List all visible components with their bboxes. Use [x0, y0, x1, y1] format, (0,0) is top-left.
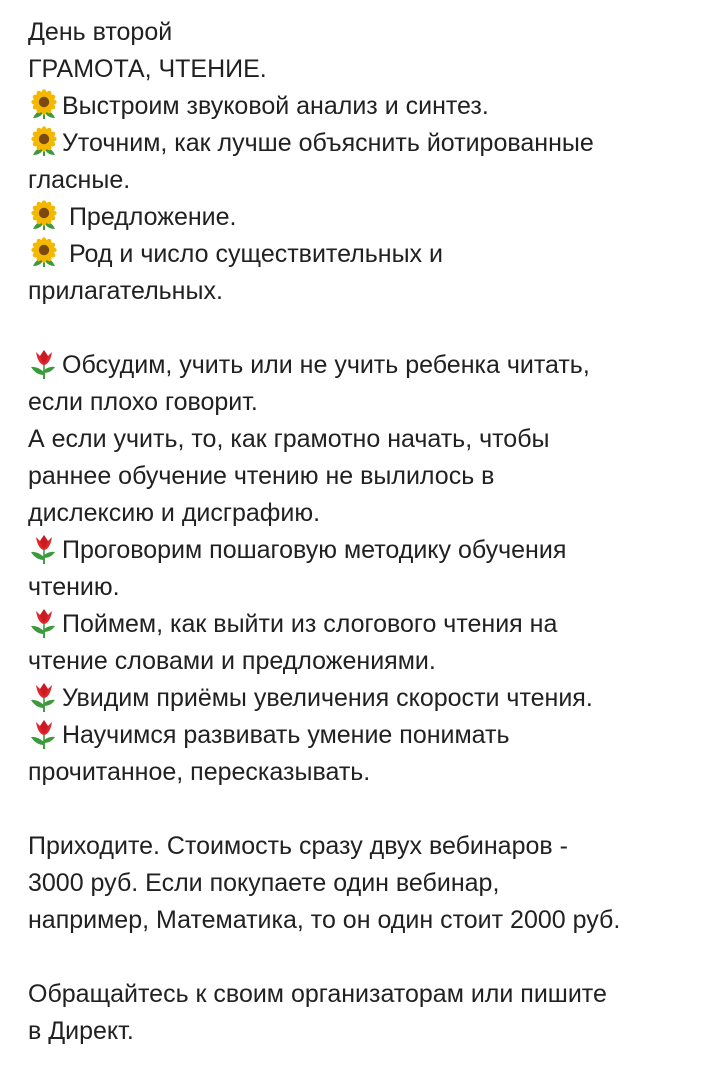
sunflower-icon: [28, 200, 60, 232]
paragraph-gap: [28, 310, 708, 347]
topic-heading: ГРАМОТА, ЧТЕНИЕ.: [28, 55, 267, 83]
post-line: [28, 1013, 708, 1050]
price-text: например, Математика, то он один стоит 2000 руб.: [28, 906, 621, 934]
post-line: Род и число существительных и: [28, 236, 708, 273]
post-line: Выстроим звуковой анализ и синтез.: [28, 88, 708, 125]
paragraph-gap: [28, 939, 708, 976]
sunflower-icon: [28, 237, 60, 269]
post-line: Уточним, как лучше объяснить йотированные: [28, 125, 708, 162]
post-line: Обсудим, учить или не учить ребенка читать,: [28, 347, 708, 384]
post-line: А если учить, то, как грамотно начать, чтобы: [28, 425, 550, 453]
paragraph-gap: [28, 791, 708, 828]
post-line: если плохо говорит.: [28, 388, 258, 416]
contact-text: Обращайтесь к своим организаторам или пишите: [28, 980, 607, 1008]
post-line: гласные.: [28, 166, 131, 194]
post-line: [28, 865, 708, 902]
post-line: [28, 14, 708, 51]
tulip-icon: [28, 718, 60, 750]
post-line: прилагательных.: [28, 277, 223, 305]
sunflower-icon: [28, 89, 60, 121]
price-text: Приходите. Стоимость сразу двух вебинаров -: [28, 832, 568, 860]
post-line: Научимся развивать умение понимать: [28, 717, 708, 754]
post-text: [28, 14, 708, 1050]
post-line: Проговорим пошаговую методику обучения: [28, 532, 708, 569]
tulip-icon: [28, 348, 60, 380]
contact-text: в Директ.: [28, 1017, 134, 1045]
post-line: раннее обучение чтению не вылилось в: [28, 462, 495, 490]
tulip-icon: [28, 681, 60, 713]
post-line: чтению.: [28, 573, 120, 601]
post-line: [28, 902, 708, 939]
price-text: 3000 руб. Если покупаете один вебинар,: [28, 869, 500, 897]
post-line: Увидим приёмы увеличения скорости чтения.: [28, 680, 708, 717]
post-line: [28, 828, 708, 865]
post-line: Предложение.: [28, 199, 708, 236]
post-line: [28, 976, 708, 1013]
tulip-icon: [28, 533, 60, 565]
post-line: дислексию и дисграфию.: [28, 499, 321, 527]
post-line: чтение словами и предложениями.: [28, 647, 436, 675]
tulip-icon: [28, 607, 60, 639]
post-line: Поймем, как выйти из слогового чтения на: [28, 606, 708, 643]
post-line: прочитанное, пересказывать.: [28, 758, 371, 786]
post-line: [28, 51, 708, 88]
sunflower-icon: [28, 126, 60, 158]
day-heading: День второй: [28, 18, 173, 46]
